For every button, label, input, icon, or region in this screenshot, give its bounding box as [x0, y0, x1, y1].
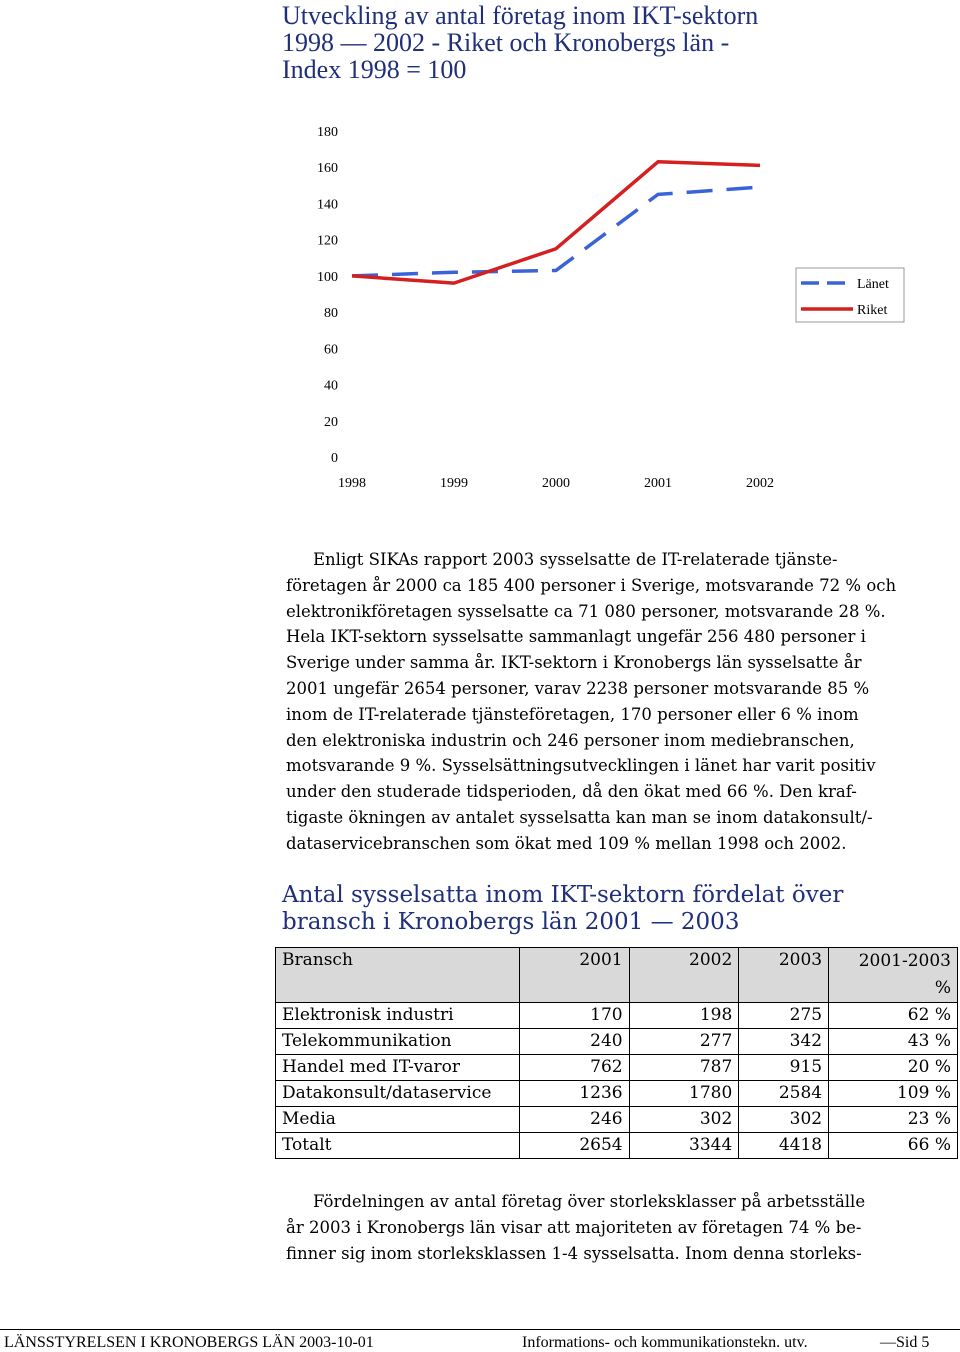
table-cell: 342	[739, 1029, 829, 1055]
y-tick-label: 140	[317, 197, 338, 213]
series-line-riket	[352, 162, 760, 283]
footer-page-number: —Sid 5	[880, 1334, 930, 1351]
header-cell	[829, 948, 958, 1003]
y-tick-label: 80	[324, 306, 338, 322]
text-line: Enligt SIKAs rapport 2003 sysselsatte de IT-relaterade tjänste-	[313, 550, 838, 569]
table-cell: 43 %	[829, 1029, 958, 1055]
header-cell: 2003	[739, 948, 829, 1003]
x-tick-label: 2000	[542, 476, 570, 491]
table-cell: 275	[739, 1003, 829, 1029]
table-cell: Totalt	[276, 1133, 520, 1159]
text-line: elektronikföretagen sysselsatte ca 71 080 personer, motsvarande 28 %.	[286, 601, 886, 621]
table-cell: 1780	[629, 1081, 739, 1107]
table-cell: 4418	[739, 1133, 829, 1159]
legend-label: Länet	[857, 277, 889, 292]
line-chart	[0, 0, 960, 520]
x-tick-label: 1998	[338, 476, 366, 491]
x-tick-label: 2001	[644, 476, 672, 491]
footer-report-title: Informations- och kommunikationstekn. utv.	[522, 1334, 808, 1351]
text-line: Hela IKT-sektorn sysselsatte sammanlagt ungefär 256 480 personer i	[286, 627, 866, 647]
paragraph-size-classes	[286, 1189, 954, 1266]
table-cell: 3344	[629, 1133, 739, 1159]
table-row	[276, 1003, 958, 1029]
footer-divider	[0, 1329, 960, 1330]
chart-title-line: Index 1998 = 100	[282, 55, 467, 84]
table-cell: 170	[519, 1003, 629, 1029]
text-line: Sverige under samma år. IKT-sektorn i Kronobergs län sysselsatte år	[286, 653, 862, 673]
y-tick-label: 40	[324, 378, 338, 394]
text-line: tigaste ökningen av antalet sysselsatta kan man se inom datakonsult/-	[286, 807, 873, 827]
header-cell: Bransch	[276, 948, 520, 1003]
table-cell: 246	[519, 1107, 629, 1133]
table-row	[276, 1055, 958, 1081]
header-cell: 2002	[629, 948, 739, 1003]
table-cell: 20 %	[829, 1055, 958, 1081]
x-tick-label: 2002	[746, 476, 774, 491]
text-line: Fördelningen av antal företag över storleksklasser på arbetsställe	[313, 1192, 866, 1211]
table-cell: 66 %	[829, 1133, 958, 1159]
table-cell: 762	[519, 1055, 629, 1081]
header-cell: 2001	[519, 948, 629, 1003]
table-header-row	[276, 948, 958, 1003]
text-line: den elektroniska industrin och 246 personer inom mediebranschen,	[286, 730, 855, 750]
chart-title-line: 1998 — 2002 - Riket och Kronobergs län -	[282, 28, 730, 57]
table-cell: Elektronisk industri	[276, 1003, 520, 1029]
footer-publisher: LÄNSSTYRELSEN I KRONOBERGS LÄN 2003-10-01	[4, 1334, 374, 1351]
text-line: finner sig inom storleksklassen 1-4 sysselsatta. Inom denna storleks-	[286, 1243, 862, 1263]
employment-table	[275, 947, 958, 1159]
x-tick-label: 1999	[440, 476, 468, 491]
table-cell: 2654	[519, 1133, 629, 1159]
table-cell: Telekommunikation	[276, 1029, 520, 1055]
y-tick-label: 60	[324, 342, 338, 358]
table-cell: 915	[739, 1055, 829, 1081]
legend-label: Riket	[857, 303, 888, 318]
table-cell: 198	[629, 1003, 739, 1029]
footer-page-label: Sid 5	[896, 1334, 930, 1351]
text-line: under den studerade tidsperioden, då den ökat med 66 %. Den kraf-	[286, 782, 857, 802]
table-cell: 787	[629, 1055, 739, 1081]
y-tick-label: 20	[324, 414, 338, 430]
table-row	[276, 1081, 958, 1107]
table-cell: 109 %	[829, 1081, 958, 1107]
table-cell: Datakonsult/dataservice	[276, 1081, 520, 1107]
table-row	[276, 1107, 958, 1133]
table-cell: Handel med IT-varor	[276, 1055, 520, 1081]
y-tick-label: 120	[317, 233, 338, 249]
table-cell: 23 %	[829, 1107, 958, 1133]
header-cell-line: 2001-2003	[858, 951, 951, 971]
y-tick-label: 100	[317, 269, 338, 285]
table-cell: 302	[739, 1107, 829, 1133]
text-line: år 2003 i Kronobergs län visar att majoriteten av företagen 74 % be-	[286, 1217, 862, 1237]
section-title-line: bransch i Kronobergs län 2001 — 2003	[282, 909, 740, 935]
table-cell: 302	[629, 1107, 739, 1133]
y-tick-label: 0	[331, 451, 338, 466]
text-line: motsvarande 9 %. Sysselsättningsutvecklingen i länet har varit positiv	[286, 756, 876, 776]
chart-title-line: Utveckling av antal företag inom IKT-sektorn	[282, 1, 759, 30]
text-line: företagen år 2000 ca 185 400 personer i Sverige, motsvarande 72 % och	[286, 575, 897, 595]
table-row	[276, 1029, 958, 1055]
series-line-länet	[352, 187, 760, 276]
table-cell: 62 %	[829, 1003, 958, 1029]
y-tick-label: 180	[317, 125, 338, 140]
table-cell: Media	[276, 1107, 520, 1133]
table-cell: 1236	[519, 1081, 629, 1107]
table-row	[276, 1133, 958, 1159]
section-title-line: Antal sysselsatta inom IKT-sektorn fördelat över	[282, 882, 844, 908]
text-line: inom de IT-relaterade tjänsteföretagen, 170 personer eller 6 % inom	[286, 704, 859, 724]
header-cell-line: %	[934, 978, 951, 998]
table-cell: 240	[519, 1029, 629, 1055]
section-title	[282, 882, 922, 936]
y-tick-label: 160	[317, 161, 338, 177]
text-line: dataservicebranschen som ökat med 109 % mellan 1998 och 2002.	[286, 833, 847, 853]
paragraph-employment	[286, 547, 954, 857]
text-line: 2001 ungefär 2654 personer, varav 2238 personer motsvarande 85 %	[286, 678, 870, 698]
table-cell: 277	[629, 1029, 739, 1055]
table-cell: 2584	[739, 1081, 829, 1107]
